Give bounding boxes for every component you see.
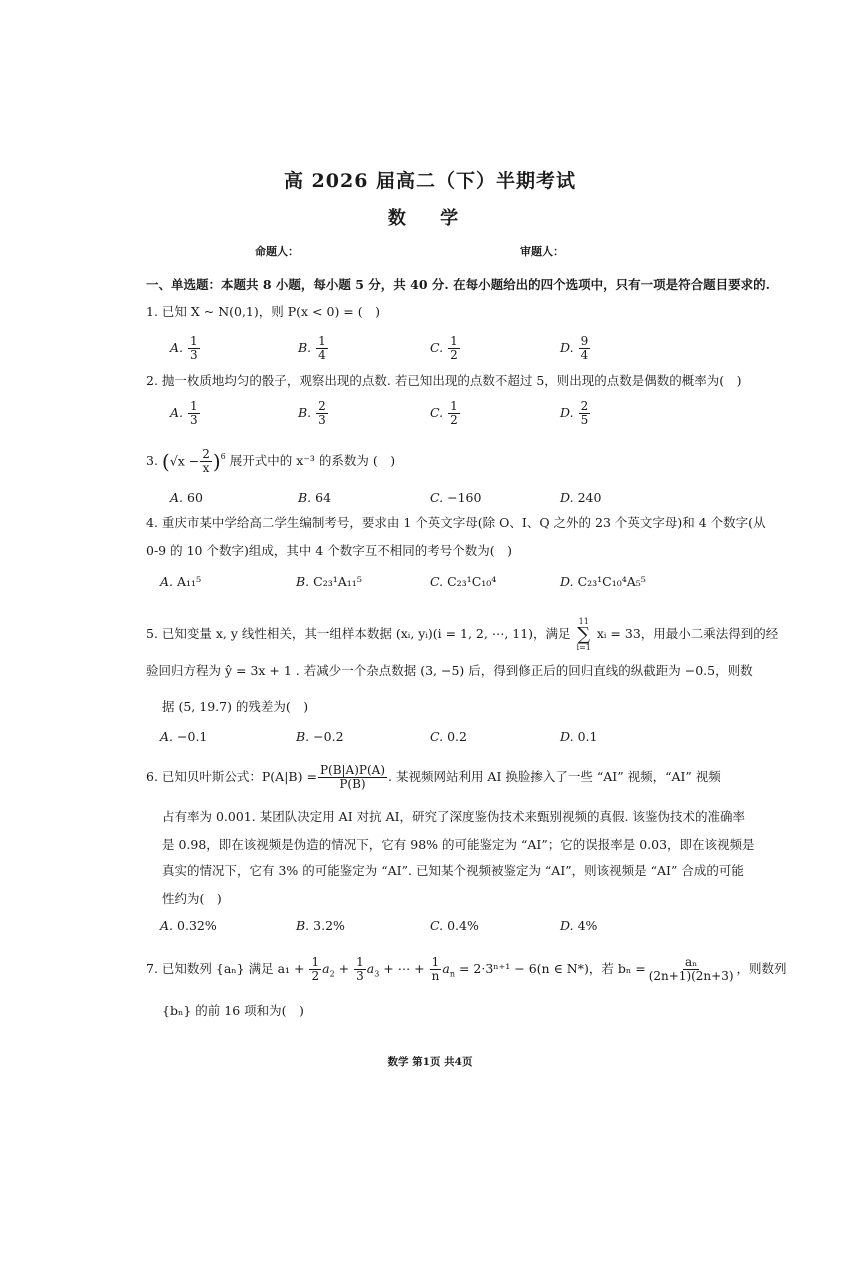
question-2-stem: 2. 抛一枚质地均匀的骰子，观察出现的点数. 若已知出现的点数不超过 5，则出现的点数是偶数的概率为( ) (146, 373, 742, 388)
section-heading: 一、单选题：本题共 8 小题，每小题 5 分，共 40 分. 在每小题给出的四个选项中，只有一项是符合题目要求的. (146, 277, 770, 292)
page-footer: 数学 第1页 共4页 (387, 1056, 473, 1068)
bayes-formula: $\frac{P(B|A)P(A)}{P(B)}$ (319, 763, 386, 791)
question-5-line-1: 5. 已知变量 x, y 线性相关，其一组样本数据 (xᵢ, yᵢ)(i = 1, 2, ⋯, 11)，满足 11 ∑ i=1 xᵢ = 33，用最小二乘法得到的经 (146, 617, 779, 652)
q3-option-d: D. 240 (560, 490, 602, 505)
q6-option-b: B. 3.2% (296, 918, 345, 933)
question-6-line-3: 是 0.98，即在该视频是伪造的情况下，它有 98% 的可能鉴定为 “AI”；它的误报率是 0.03，即在该视频是 (162, 837, 755, 852)
question-6-line-5: 性约为( ) (162, 891, 222, 906)
q5-option-c: C. 0.2 (430, 729, 467, 744)
q2-option-a: A. $\frac{1}{3}$ (170, 399, 198, 427)
question-4-line-2: 0-9 的 10 个数字)组成，其中 4 个数字互不相同的考号个数为( ) (146, 543, 512, 558)
author-label: 命题人： (255, 245, 299, 258)
q6-option-d: D. 4% (560, 918, 598, 933)
question-3-stem: 3. (√x − $\frac{2}{x}$ )$^6$ 展开式中的 x⁻³ 的系数为 ( ) (146, 447, 396, 475)
q6-option-a: A. 0.32% (160, 918, 217, 933)
q1-option-b: B. $\frac{1}{4}$ (298, 334, 326, 362)
summation-symbol: 11 ∑ i=1 (576, 617, 591, 652)
question-5-line-2: 验回归方程为 ŷ = 3x + 1 . 若减少一个杂点数据 (3, −5) 后，得到修正后的回归直线的纵截距为 −0.5，则数 (146, 663, 753, 678)
question-1-stem: 1. 已知 X ~ N(0,1)，则 P(x < 0) = ( ) (146, 304, 380, 319)
question-6-line-4: 真实的情况下，它有 3% 的可能鉴定为 “AI”. 已知某个视频被鉴定为 “AI”，则该视频是 “AI” 合成的可能 (162, 863, 744, 878)
bn-formula: $\frac{\text{aₙ}}{(2n+1)(2n+3)}$ (648, 955, 734, 983)
binomial-expression: ( (161, 449, 170, 474)
q3-option-b: B. 64 (298, 490, 332, 505)
subject-title: 数 学 (387, 208, 473, 229)
q4-option-b: B. C₂₃¹A₁₁⁵ (296, 574, 362, 589)
exam-title: 高 2026 届高二（下）半期考试 (283, 170, 577, 192)
q2-option-c: C. $\frac{1}{2}$ (430, 399, 458, 427)
q2-option-d: D. $\frac{2}{5}$ (560, 399, 589, 427)
question-7-line-1: 7. 已知数列 {aₙ} 满足 a₁ + $\frac{1}{2}$ $a_2$ + $\frac{1}{3}$ $a_3$ + ⋯ + $\frac{1}{n}$ $a_n = 2\cdot 3^{n+1} - 6(n$ ∈ N*)，若 bₙ = $\frac{\text{aₙ}}{(2n+1)(2n+3)}$ ，则数列 (146, 955, 787, 983)
q6-option-c: C. 0.4% (430, 918, 479, 933)
q1-option-a: A. $\frac{1}{3}$ (170, 334, 198, 362)
question-5-line-3: 据 (5, 19.7) 的残差为( ) (162, 699, 309, 714)
q1-option-d: D. $\frac{9}{4}$ (560, 334, 589, 362)
q5-option-a: A. −0.1 (160, 729, 208, 744)
question-6-line-1: 6. 已知贝叶斯公式：P(A|B) = $\frac{P(B|A)P(A)}{P(B)}$ . 某视频网站利用 AI 换脸掺入了一些 “AI” 视频，“AI” 视频 (146, 763, 721, 791)
q2-option-b: B. $\frac{2}{3}$ (298, 399, 326, 427)
q4-option-d: D. C₂₃¹C₁₀⁴A₅⁵ (560, 574, 646, 589)
q4-option-c: C. C₂₃¹C₁₀⁴ (430, 574, 497, 589)
q3-option-a: A. 60 (170, 490, 203, 505)
q4-option-a: A. A₁₁⁵ (160, 574, 202, 589)
question-7-line-2: {bₙ} 的前 16 项和为( ) (162, 1003, 304, 1018)
q3-option-c: C. −160 (430, 490, 482, 505)
question-6-line-2: 占有率为 0.001. 某团队决定用 AI 对抗 AI，研究了深度鉴伪技术来甄别视频的真假. 该鉴伪技术的准确率 (162, 809, 746, 824)
question-4-line-1: 4. 重庆市某中学给高二学生编制考号，要求由 1 个英文字母(除 O、I、Q 之外的 23 个英文字母)和 4 个数字(从 (146, 515, 766, 530)
reviewer-label: 审题人： (520, 245, 564, 258)
q5-option-d: D. 0.1 (560, 729, 598, 744)
q5-option-b: B. −0.2 (296, 729, 344, 744)
q1-option-c: C. $\frac{1}{2}$ (430, 334, 458, 362)
